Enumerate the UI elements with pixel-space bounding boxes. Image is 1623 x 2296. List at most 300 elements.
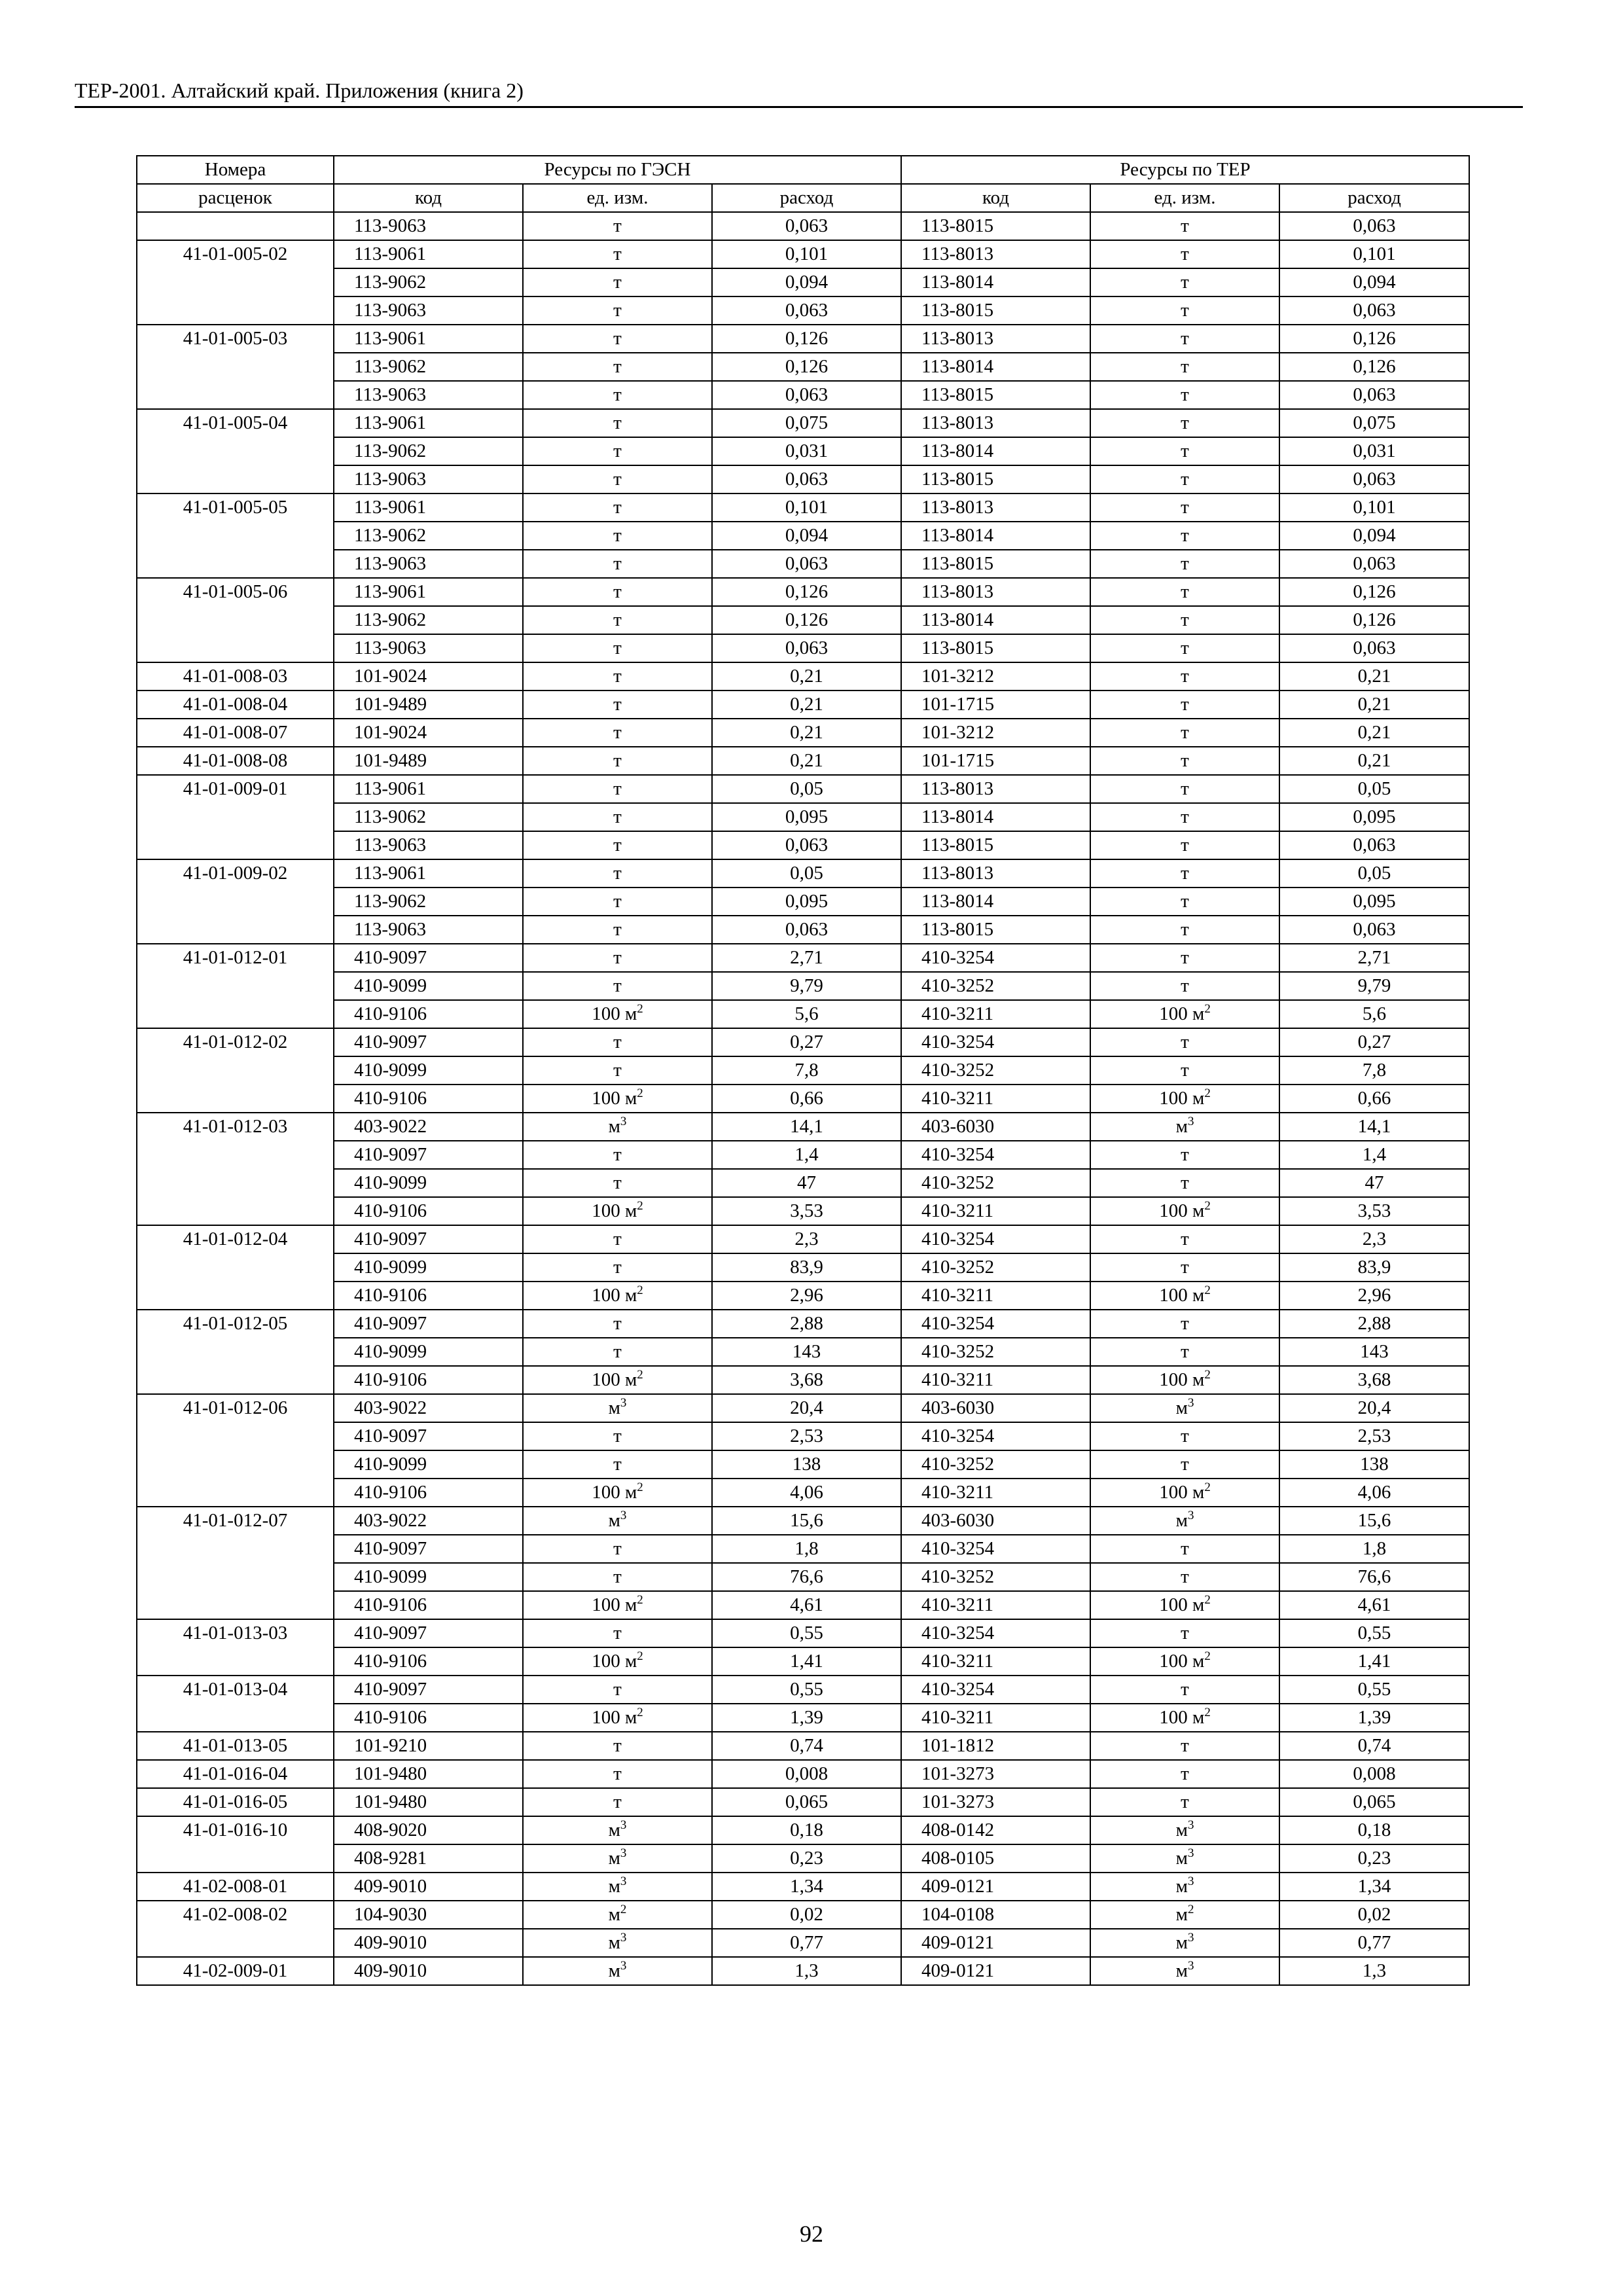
header-gesn-code: код <box>334 184 523 212</box>
rate-number-cell: 41-01-012-03 <box>137 1113 334 1225</box>
ter-unit-cell: т <box>1090 1253 1279 1282</box>
gesn-amount-cell: 0,094 <box>712 522 901 550</box>
ter-unit-cell: т <box>1090 465 1279 493</box>
ter-code-cell: 409-0121 <box>901 1873 1090 1901</box>
gesn-code-cell: 410-9097 <box>334 1619 523 1647</box>
gesn-code-cell: 101-9480 <box>334 1788 523 1816</box>
gesn-code-cell: 113-9063 <box>334 550 523 578</box>
unit-exponent: 2 <box>637 1480 643 1494</box>
gesn-amount-cell: 0,075 <box>712 409 901 437</box>
table-row <box>137 240 1469 268</box>
gesn-code-cell: 410-9106 <box>334 1000 523 1028</box>
unit-exponent: 3 <box>1187 1115 1194 1128</box>
unit-exponent: 2 <box>637 1086 643 1100</box>
ter-amount-cell: 15,6 <box>1279 1507 1469 1535</box>
table-row <box>137 1816 1469 1844</box>
gesn-amount-cell: 0,05 <box>712 859 901 888</box>
gesn-code-cell: 410-9099 <box>334 1450 523 1479</box>
gesn-unit-cell: т <box>523 268 712 296</box>
ter-amount-cell: 0,095 <box>1279 888 1469 916</box>
gesn-code-cell: 113-9062 <box>334 606 523 634</box>
table-row <box>137 1197 1469 1225</box>
gesn-amount-cell: 47 <box>712 1169 901 1197</box>
gesn-code-cell: 410-9099 <box>334 1563 523 1591</box>
gesn-amount-cell: 9,79 <box>712 972 901 1000</box>
gesn-unit-cell: т <box>523 493 712 522</box>
unit-exponent: 2 <box>620 1903 627 1916</box>
gesn-unit-cell: т <box>523 1619 712 1647</box>
gesn-amount-cell: 0,23 <box>712 1844 901 1873</box>
table-row <box>137 1788 1469 1816</box>
gesn-amount-cell: 0,063 <box>712 634 901 662</box>
table-row <box>137 944 1469 972</box>
ter-unit-cell: т <box>1090 325 1279 353</box>
header-group-ter: Ресурсы по ТЕР <box>901 156 1469 184</box>
ter-amount-cell: 0,063 <box>1279 634 1469 662</box>
gesn-code-cell: 113-9063 <box>334 831 523 859</box>
table-row <box>137 1028 1469 1056</box>
unit-exponent: 3 <box>620 1509 627 1522</box>
ter-amount-cell: 0,126 <box>1279 578 1469 606</box>
gesn-amount-cell: 3,68 <box>712 1366 901 1394</box>
unit-exponent: 3 <box>620 1931 627 1945</box>
table-row <box>137 775 1469 803</box>
table-row <box>137 1647 1469 1676</box>
unit-exponent: 3 <box>1187 1874 1194 1888</box>
unit-exponent: 3 <box>620 1846 627 1860</box>
ter-amount-cell: 2,96 <box>1279 1282 1469 1310</box>
gesn-unit-cell: $м^3$ <box>523 1844 712 1873</box>
rate-number-cell: 41-01-012-07 <box>137 1507 334 1619</box>
ter-amount-cell: 0,05 <box>1279 859 1469 888</box>
ter-code-cell: 410-3211 <box>901 1479 1090 1507</box>
unit-exponent: 2 <box>637 1002 643 1016</box>
ter-unit-cell: т <box>1090 1676 1279 1704</box>
gesn-code-cell: 101-9024 <box>334 662 523 691</box>
gesn-code-cell: 410-9097 <box>334 1535 523 1563</box>
table-row <box>137 1676 1469 1704</box>
ter-code-cell: 101-1812 <box>901 1732 1090 1760</box>
rate-number-cell: 41-01-012-04 <box>137 1225 334 1310</box>
header-group-gesn: Ресурсы по ГЭСН <box>334 156 901 184</box>
table-row <box>137 1169 1469 1197</box>
ter-code-cell: 113-8013 <box>901 240 1090 268</box>
rate-number-cell: 41-02-009-01 <box>137 1957 334 1985</box>
gesn-unit-cell: 100 $м^2$ <box>523 1000 712 1028</box>
ter-code-cell: 113-8015 <box>901 296 1090 325</box>
ter-code-cell: 113-8015 <box>901 916 1090 944</box>
gesn-code-cell: 101-9489 <box>334 747 523 775</box>
ter-unit-cell: 100 $м^2$ <box>1090 1647 1279 1676</box>
gesn-unit-cell: $м^3$ <box>523 1113 712 1141</box>
gesn-code-cell: 113-9063 <box>334 634 523 662</box>
gesn-code-cell: 410-9097 <box>334 1141 523 1169</box>
table-row <box>137 1394 1469 1422</box>
gesn-code-cell: 410-9106 <box>334 1085 523 1113</box>
gesn-code-cell: 410-9097 <box>334 1028 523 1056</box>
ter-unit-cell: $м^3$ <box>1090 1957 1279 1985</box>
gesn-amount-cell: 0,27 <box>712 1028 901 1056</box>
gesn-unit-cell: т <box>523 409 712 437</box>
ter-amount-cell: 7,8 <box>1279 1056 1469 1085</box>
gesn-code-cell: 410-9106 <box>334 1704 523 1732</box>
ter-amount-cell: 4,61 <box>1279 1591 1469 1619</box>
gesn-amount-cell: 0,063 <box>712 296 901 325</box>
unit-exponent: 2 <box>637 1283 643 1297</box>
gesn-code-cell: 113-9063 <box>334 212 523 240</box>
ter-unit-cell: т <box>1090 606 1279 634</box>
ter-code-cell: 113-8015 <box>901 634 1090 662</box>
rate-number-cell: 41-01-013-05 <box>137 1732 334 1760</box>
ter-code-cell: 410-3211 <box>901 1197 1090 1225</box>
gesn-amount-cell: 0,66 <box>712 1085 901 1113</box>
gesn-code-cell: 410-9106 <box>334 1479 523 1507</box>
ter-code-cell: 410-3211 <box>901 1591 1090 1619</box>
table-row <box>137 1760 1469 1788</box>
gesn-amount-cell: 20,4 <box>712 1394 901 1422</box>
header-gesn-amount: расход <box>712 184 901 212</box>
gesn-amount-cell: 15,6 <box>712 1507 901 1535</box>
unit-exponent: 2 <box>1204 1649 1211 1663</box>
ter-code-cell: 410-3252 <box>901 972 1090 1000</box>
table-row <box>137 634 1469 662</box>
rate-number-cell: 41-01-013-03 <box>137 1619 334 1676</box>
header-row-groups <box>137 156 1469 184</box>
ter-code-cell: 113-8015 <box>901 831 1090 859</box>
ter-unit-cell: т <box>1090 381 1279 409</box>
unit-exponent: 2 <box>637 1199 643 1213</box>
gesn-unit-cell: т <box>523 606 712 634</box>
gesn-code-cell: 113-9061 <box>334 325 523 353</box>
ter-code-cell: 408-0105 <box>901 1844 1090 1873</box>
gesn-code-cell: 410-9106 <box>334 1282 523 1310</box>
gesn-unit-cell: 100 $м^2$ <box>523 1085 712 1113</box>
ter-amount-cell: 0,065 <box>1279 1788 1469 1816</box>
gesn-code-cell: 113-9061 <box>334 859 523 888</box>
ter-amount-cell: 0,094 <box>1279 522 1469 550</box>
gesn-unit-cell: $м^3$ <box>523 1816 712 1844</box>
gesn-amount-cell: 0,101 <box>712 493 901 522</box>
ter-code-cell: 113-8015 <box>901 465 1090 493</box>
ter-code-cell: 113-8013 <box>901 859 1090 888</box>
ter-code-cell: 410-3211 <box>901 1085 1090 1113</box>
ter-amount-cell: 0,126 <box>1279 606 1469 634</box>
rate-number-cell: 41-01-009-02 <box>137 859 334 944</box>
ter-code-cell: 410-3254 <box>901 1225 1090 1253</box>
table-row <box>137 437 1469 465</box>
ter-unit-cell: т <box>1090 1028 1279 1056</box>
ter-unit-cell: $м^3$ <box>1090 1929 1279 1957</box>
ter-code-cell: 410-3252 <box>901 1253 1090 1282</box>
table-row <box>137 747 1469 775</box>
gesn-code-cell: 403-9022 <box>334 1113 523 1141</box>
gesn-unit-cell: т <box>523 719 712 747</box>
ter-amount-cell: 3,68 <box>1279 1366 1469 1394</box>
gesn-code-cell: 408-9020 <box>334 1816 523 1844</box>
gesn-amount-cell: 4,06 <box>712 1479 901 1507</box>
ter-code-cell: 410-3254 <box>901 1535 1090 1563</box>
table-row <box>137 1732 1469 1760</box>
ter-unit-cell: т <box>1090 888 1279 916</box>
table-row <box>137 662 1469 691</box>
ter-unit-cell: 100 $м^2$ <box>1090 1704 1279 1732</box>
unit-exponent: 3 <box>1187 1959 1194 1973</box>
gesn-amount-cell: 0,063 <box>712 381 901 409</box>
ter-amount-cell: 0,02 <box>1279 1901 1469 1929</box>
ter-code-cell: 113-8014 <box>901 268 1090 296</box>
ter-unit-cell: т <box>1090 353 1279 381</box>
ter-code-cell: 101-3273 <box>901 1788 1090 1816</box>
ter-unit-cell: т <box>1090 747 1279 775</box>
ter-unit-cell: т <box>1090 944 1279 972</box>
gesn-code-cell: 113-9061 <box>334 409 523 437</box>
gesn-amount-cell: 143 <box>712 1338 901 1366</box>
table-row <box>137 803 1469 831</box>
gesn-amount-cell: 76,6 <box>712 1563 901 1591</box>
gesn-code-cell: 410-9099 <box>334 1338 523 1366</box>
gesn-amount-cell: 0,21 <box>712 719 901 747</box>
ter-amount-cell: 1,4 <box>1279 1141 1469 1169</box>
rate-number-cell: 41-01-016-05 <box>137 1788 334 1816</box>
unit-exponent: 2 <box>1204 1706 1211 1719</box>
ter-unit-cell: т <box>1090 1056 1279 1085</box>
unit-exponent: 2 <box>637 1593 643 1607</box>
gesn-code-cell: 410-9097 <box>334 944 523 972</box>
ter-amount-cell: 0,101 <box>1279 493 1469 522</box>
unit-exponent: 2 <box>1204 1283 1211 1297</box>
gesn-unit-cell: $м^3$ <box>523 1507 712 1535</box>
table-row <box>137 1366 1469 1394</box>
gesn-code-cell: 113-9062 <box>334 888 523 916</box>
ter-unit-cell: т <box>1090 1310 1279 1338</box>
gesn-amount-cell: 1,39 <box>712 1704 901 1732</box>
ter-code-cell: 410-3254 <box>901 1676 1090 1704</box>
ter-unit-cell: т <box>1090 522 1279 550</box>
gesn-code-cell: 403-9022 <box>334 1394 523 1422</box>
ter-unit-cell: т <box>1090 1732 1279 1760</box>
gesn-unit-cell: т <box>523 1225 712 1253</box>
gesn-amount-cell: 2,71 <box>712 944 901 972</box>
rate-number-cell: 41-01-008-03 <box>137 662 334 691</box>
ter-unit-cell: $м^2$ <box>1090 1901 1279 1929</box>
header-ter-code: код <box>901 184 1090 212</box>
gesn-amount-cell: 0,101 <box>712 240 901 268</box>
gesn-code-cell: 410-9099 <box>334 1169 523 1197</box>
table-row <box>137 972 1469 1000</box>
gesn-code-cell: 403-9022 <box>334 1507 523 1535</box>
gesn-amount-cell: 2,3 <box>712 1225 901 1253</box>
gesn-unit-cell: 100 $м^2$ <box>523 1591 712 1619</box>
gesn-amount-cell: 0,21 <box>712 662 901 691</box>
gesn-amount-cell: 0,008 <box>712 1760 901 1788</box>
gesn-unit-cell: т <box>523 465 712 493</box>
ter-unit-cell: $м^3$ <box>1090 1507 1279 1535</box>
rate-number-cell: 41-02-008-01 <box>137 1873 334 1901</box>
gesn-amount-cell: 138 <box>712 1450 901 1479</box>
ter-unit-cell: $м^3$ <box>1090 1844 1279 1873</box>
table-row <box>137 1901 1469 1929</box>
rate-number-cell: 41-01-012-05 <box>137 1310 334 1394</box>
rate-number-cell: 41-01-005-06 <box>137 578 334 662</box>
gesn-unit-cell: 100 $м^2$ <box>523 1479 712 1507</box>
table-row <box>137 1113 1469 1141</box>
gesn-amount-cell: 1,34 <box>712 1873 901 1901</box>
ter-amount-cell: 1,39 <box>1279 1704 1469 1732</box>
ter-code-cell: 410-3254 <box>901 1028 1090 1056</box>
ter-amount-cell: 3,53 <box>1279 1197 1469 1225</box>
gesn-amount-cell: 0,77 <box>712 1929 901 1957</box>
ter-unit-cell: т <box>1090 212 1279 240</box>
table-row <box>137 1507 1469 1535</box>
ter-code-cell: 113-8014 <box>901 522 1090 550</box>
unit-exponent: 2 <box>637 1649 643 1663</box>
gesn-code-cell: 410-9106 <box>334 1197 523 1225</box>
gesn-amount-cell: 0,05 <box>712 775 901 803</box>
gesn-unit-cell: т <box>523 1141 712 1169</box>
ter-unit-cell: т <box>1090 437 1279 465</box>
ter-code-cell: 410-3252 <box>901 1338 1090 1366</box>
unit-exponent: 2 <box>637 1368 643 1382</box>
gesn-unit-cell: т <box>523 522 712 550</box>
gesn-amount-cell: 0,065 <box>712 1788 901 1816</box>
table-row <box>137 1310 1469 1338</box>
ter-unit-cell: 100 $м^2$ <box>1090 1000 1279 1028</box>
gesn-unit-cell: $м^2$ <box>523 1901 712 1929</box>
rate-number-cell: 41-01-013-04 <box>137 1676 334 1732</box>
ter-amount-cell: 0,18 <box>1279 1816 1469 1844</box>
gesn-unit-cell: $м^3$ <box>523 1929 712 1957</box>
table-row <box>137 268 1469 296</box>
ter-amount-cell: 0,21 <box>1279 747 1469 775</box>
ter-unit-cell: 100 $м^2$ <box>1090 1479 1279 1507</box>
ter-amount-cell: 9,79 <box>1279 972 1469 1000</box>
gesn-amount-cell: 0,18 <box>712 1816 901 1844</box>
ter-code-cell: 409-0121 <box>901 1929 1090 1957</box>
ter-unit-cell: т <box>1090 550 1279 578</box>
ter-unit-cell: 100 $м^2$ <box>1090 1591 1279 1619</box>
ter-unit-cell: т <box>1090 296 1279 325</box>
gesn-unit-cell: $м^3$ <box>523 1873 712 1901</box>
ter-code-cell: 409-0121 <box>901 1957 1090 1985</box>
running-header-text: ТЕР-2001. Алтайский край. Приложения (книга 2) <box>75 79 524 102</box>
gesn-code-cell: 408-9281 <box>334 1844 523 1873</box>
table-row <box>137 1422 1469 1450</box>
ter-amount-cell: 0,55 <box>1279 1619 1469 1647</box>
rate-number-cell: 41-01-005-04 <box>137 409 334 493</box>
ter-unit-cell: т <box>1090 409 1279 437</box>
table-row <box>137 1253 1469 1282</box>
ter-unit-cell: т <box>1090 831 1279 859</box>
ter-amount-cell: 143 <box>1279 1338 1469 1366</box>
ter-code-cell: 113-8014 <box>901 437 1090 465</box>
gesn-unit-cell: т <box>523 1338 712 1366</box>
ter-amount-cell: 0,063 <box>1279 831 1469 859</box>
ter-code-cell: 410-3252 <box>901 1563 1090 1591</box>
rate-number-cell: 41-01-012-06 <box>137 1394 334 1507</box>
gesn-code-cell: 113-9063 <box>334 296 523 325</box>
ter-amount-cell: 0,031 <box>1279 437 1469 465</box>
rate-number-cell: 41-02-008-02 <box>137 1901 334 1957</box>
gesn-unit-cell: 100 $м^2$ <box>523 1366 712 1394</box>
gesn-unit-cell: т <box>523 1732 712 1760</box>
gesn-amount-cell: 0,063 <box>712 550 901 578</box>
gesn-unit-cell: т <box>523 550 712 578</box>
ter-unit-cell: т <box>1090 1563 1279 1591</box>
ter-code-cell: 410-3211 <box>901 1000 1090 1028</box>
table-row <box>137 916 1469 944</box>
ter-code-cell: 410-3254 <box>901 1619 1090 1647</box>
unit-exponent: 3 <box>620 1115 627 1128</box>
unit-exponent: 3 <box>620 1874 627 1888</box>
gesn-unit-cell: т <box>523 1788 712 1816</box>
ter-amount-cell: 14,1 <box>1279 1113 1469 1141</box>
gesn-code-cell: 113-9061 <box>334 578 523 606</box>
table-row <box>137 522 1469 550</box>
gesn-amount-cell: 0,55 <box>712 1619 901 1647</box>
gesn-unit-cell: т <box>523 240 712 268</box>
ter-unit-cell: т <box>1090 1788 1279 1816</box>
ter-code-cell: 113-8015 <box>901 212 1090 240</box>
ter-code-cell: 104-0108 <box>901 1901 1090 1929</box>
unit-exponent: 2 <box>1204 1368 1211 1382</box>
table-row <box>137 212 1469 240</box>
header-ter-unit: ед. изм. <box>1090 184 1279 212</box>
gesn-unit-cell: т <box>523 1253 712 1282</box>
gesn-amount-cell: 0,126 <box>712 606 901 634</box>
unit-exponent: 2 <box>1204 1002 1211 1016</box>
gesn-code-cell: 410-9106 <box>334 1366 523 1394</box>
ter-unit-cell: т <box>1090 662 1279 691</box>
gesn-unit-cell: т <box>523 437 712 465</box>
gesn-unit-cell: т <box>523 381 712 409</box>
gesn-amount-cell: 0,126 <box>712 578 901 606</box>
table-row <box>137 1479 1469 1507</box>
ter-code-cell: 113-8013 <box>901 578 1090 606</box>
header-gesn-unit: ед. изм. <box>523 184 712 212</box>
table-row <box>137 1338 1469 1366</box>
ter-amount-cell: 0,21 <box>1279 662 1469 691</box>
ter-unit-cell: т <box>1090 972 1279 1000</box>
unit-exponent: 3 <box>620 1396 627 1410</box>
ter-unit-cell: 100 $м^2$ <box>1090 1282 1279 1310</box>
gesn-amount-cell: 1,3 <box>712 1957 901 1985</box>
ter-amount-cell: 2,88 <box>1279 1310 1469 1338</box>
unit-exponent: 2 <box>1204 1593 1211 1607</box>
ter-amount-cell: 0,063 <box>1279 550 1469 578</box>
table-row <box>137 381 1469 409</box>
gesn-amount-cell: 2,96 <box>712 1282 901 1310</box>
table-row <box>137 550 1469 578</box>
gesn-amount-cell: 3,53 <box>712 1197 901 1225</box>
ter-amount-cell: 0,126 <box>1279 353 1469 381</box>
gesn-unit-cell: т <box>523 296 712 325</box>
ter-amount-cell: 47 <box>1279 1169 1469 1197</box>
gesn-amount-cell: 0,063 <box>712 212 901 240</box>
gesn-code-cell: 410-9099 <box>334 972 523 1000</box>
table-row <box>137 409 1469 437</box>
unit-exponent: 3 <box>1187 1931 1194 1945</box>
unit-exponent: 2 <box>1204 1086 1211 1100</box>
gesn-unit-cell: 100 $м^2$ <box>523 1197 712 1225</box>
gesn-code-cell: 410-9106 <box>334 1591 523 1619</box>
rate-number-cell: 41-01-016-10 <box>137 1816 334 1873</box>
rate-number-cell: 41-01-005-02 <box>137 240 334 325</box>
table-row <box>137 465 1469 493</box>
gesn-unit-cell: т <box>523 888 712 916</box>
gesn-unit-cell: т <box>523 803 712 831</box>
gesn-unit-cell: т <box>523 775 712 803</box>
page-number: 92 <box>800 2221 823 2247</box>
